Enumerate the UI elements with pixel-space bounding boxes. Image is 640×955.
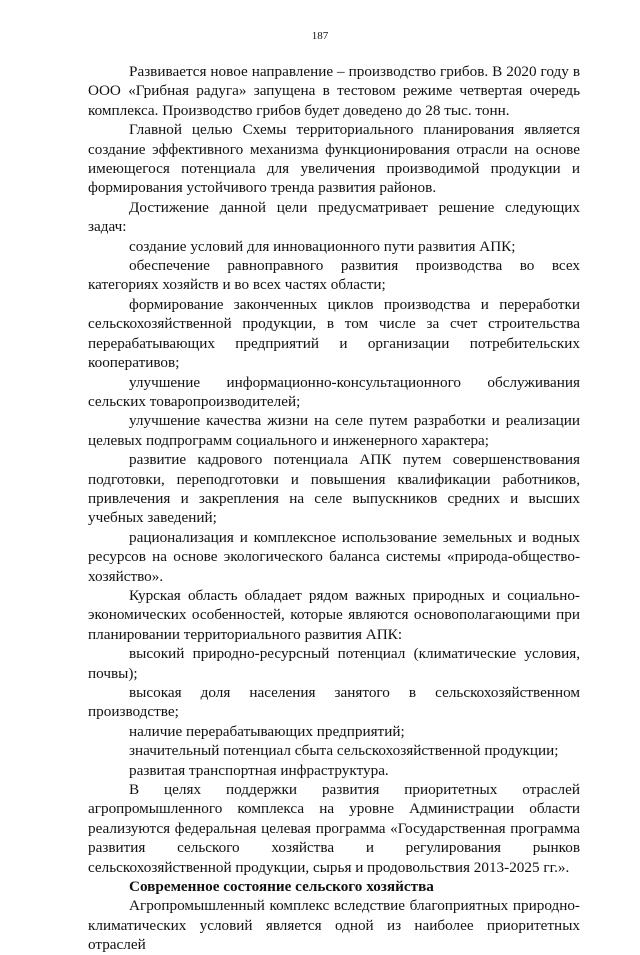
paragraph-agro-complex: Агропромышленный комплекс вследствие благоприятных природно-климатических условий является одной из наиболее приоритетных отраслей	[88, 897, 580, 954]
list-item-task: улучшение информационно-консультационного обслуживания сельских товаропроизводителей;	[88, 373, 580, 410]
page-number: 187	[311, 30, 329, 42]
list-item-feature: высокий природно-ресурсный потенциал (климатические условия, почвы);	[88, 645, 580, 682]
list-item-task: формирование законченных циклов производства и переработки сельскохозяйственной продукции, в том числе за счет строительства перерабатывающих предприятий и организации потребительских кооперативов;	[88, 295, 580, 372]
paragraph-tasks-intro: Достижение данной цели предусматривает решение следующих задач:	[88, 198, 580, 236]
list-item-task: обеспечение равноправного развития производства во всех категориях хозяйств и во всех частях области;	[88, 257, 580, 294]
list-item-task: рационализация и комплексное использование земельных и водных ресурсов на основе экологического баланса системы «природа-общество-хозяйство».	[88, 528, 580, 585]
list-item-feature: развитая транспортная инфраструктура.	[129, 761, 389, 779]
list-item-task: улучшение качества жизни на селе путем разработки и реализации целевых подпрограмм социального и инженерного характера;	[88, 412, 580, 449]
list-item-task: создание условий для инновационного пути развития АПК;	[129, 237, 516, 255]
paragraph-mushrooms: Развивается новое направление – производство грибов. В 2020 году в ООО «Грибная радуга» запущена в тестовом режиме четвертая очередь комплекса. Производство грибов будет доведено до 28 тыс. тонн.	[88, 63, 580, 119]
paragraph-main-goal: Главной целью Схемы территориального планирования является создание эффективного механизма функционирования отрасли на основе имеющегося потенциала для увеличения производимой продукции и формирования устойчивого тренда развития районов.	[88, 121, 580, 197]
paragraph-region-features: Курская область обладает рядом важных природных и социально-экономических особенностей, которые являются основополагающими при планировании территориального развития АПК:	[88, 586, 580, 643]
body-text	[88, 62, 580, 955]
section-heading: Современное состояние сельского хозяйства	[129, 878, 434, 896]
paragraph-federal-program: В целях поддержки развития приоритетных отраслей агропромышленного комплекса на уровне Администрации области реализуются федеральная целевая программа «Государственная программа развития сельского хозяйства и регулирования рынков сельскохозяйственной продукции, сырья и продовольствия 2013-2025 гг.».	[88, 781, 580, 876]
list-item-feature: высокая доля населения занятого в сельскохозяйственном производстве;	[88, 684, 580, 721]
list-item-feature: значительный потенциал сбыта сельскохозяйственной продукции;	[129, 742, 559, 760]
list-item-feature: наличие перерабатывающих предприятий;	[129, 722, 405, 740]
list-item-task: развитие кадрового потенциала АПК путем совершенствования подготовки, переподготовки и повышения квалификации работников, привлечения и закрепления на селе выпускников средних и высших учебных заведений;	[88, 451, 580, 527]
